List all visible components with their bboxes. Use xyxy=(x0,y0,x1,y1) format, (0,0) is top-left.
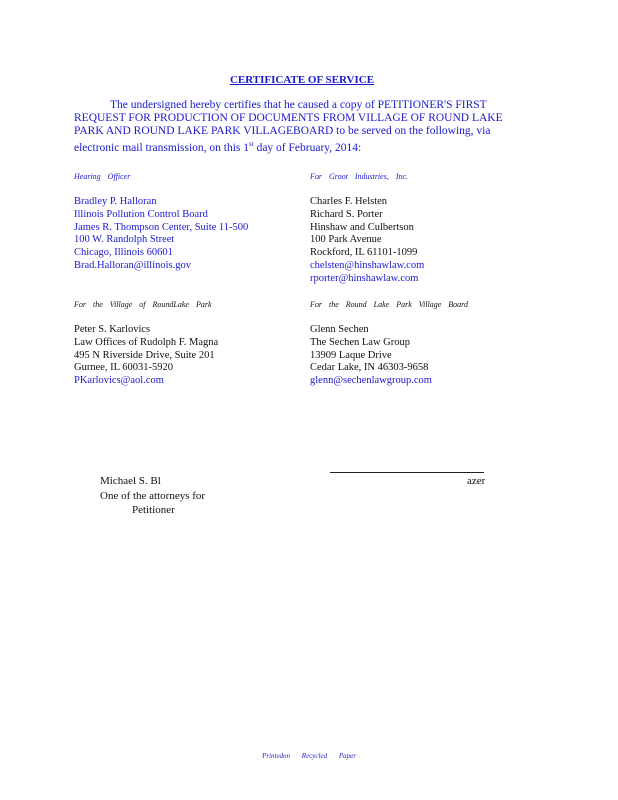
signer-role xyxy=(100,489,205,517)
recipient-block-village xyxy=(74,324,218,388)
recipient-line: Illinois Pollution Control Board xyxy=(74,208,208,220)
signer-name: Michael S. Bl xyxy=(100,475,161,487)
recipient-line: Charles F. Helsten xyxy=(310,196,388,207)
recipient-block-village-board xyxy=(310,324,432,388)
recipient-line: Rockford, IL 61101-1099 xyxy=(310,247,418,259)
recycled-paper-footer: Printedon Recycled Paper xyxy=(262,752,356,760)
recipient-heading-village: For the Village of RoundLake Park xyxy=(74,300,212,309)
recipient-line: Glenn Sechen xyxy=(310,324,369,335)
recipient-line: Chicago, Illinois 60601 xyxy=(74,247,173,259)
recipient-line: James R. Thompson Center, Suite 11-500 xyxy=(74,221,249,233)
recipient-line: 100 W. Randolph Street xyxy=(74,234,175,246)
recipient-line: The Sechen Law Group xyxy=(310,336,411,348)
recipient-email[interactable]: PKarlovics@aol.com xyxy=(74,375,164,387)
recipient-email[interactable]: glenn@sechenlawgroup.com xyxy=(310,375,432,387)
recipient-line: Gurnee, IL 60031-5920 xyxy=(74,362,174,374)
recipient-email[interactable]: chelsten@hinshawlaw.com xyxy=(310,259,425,271)
recipient-heading-groot: For Groot Industries, Inc. xyxy=(310,172,409,181)
certification-paragraph: The undersigned hereby certifies that he caused a copy of PETITIONER'S FIRST REQUEST FOR PRODUCTION OF DOCUMENTS FROM VILLAGE OF ROUND LAKE PARK AND ROUND LAKE PARK VILLAGEBOARD to be served on the following, via electronic mail transmission, on this 1st day of February, 2014: xyxy=(74,99,503,154)
recipient-line: Peter S. Karlovics xyxy=(74,324,151,335)
recipient-line: 100 Park Avenue xyxy=(310,234,382,246)
recipient-line: 495 N Riverside Drive, Suite 201 xyxy=(74,349,215,361)
recipient-line: Law Offices of Rudolph F. Magna xyxy=(74,336,219,348)
recipient-heading-village-board: For the Round Lake Park Village Board xyxy=(310,300,468,309)
signer-name-tail: azer xyxy=(467,475,486,487)
recipient-block-hearing-officer xyxy=(74,196,248,273)
recipient-line: Cedar Lake, IN 46303-9658 xyxy=(310,362,429,374)
recipient-email[interactable]: Brad.Halloran@illinois.gov xyxy=(74,259,191,271)
recipient-line: 13909 Laque Drive xyxy=(310,349,392,361)
recipient-line: Bradley P. Halloran xyxy=(74,196,157,207)
recipient-block-groot xyxy=(310,196,424,286)
signature-line xyxy=(330,472,484,473)
signer-role-line: One of the attorneys for xyxy=(100,490,206,502)
recipient-heading-hearing-officer: Hearing Officer xyxy=(74,172,131,181)
recipient-email[interactable]: rporter@hinshawlaw.com xyxy=(310,272,419,284)
recipient-line: Richard S. Porter xyxy=(310,208,383,220)
document-title: CERTIFICATE OF SERVICE xyxy=(229,74,375,86)
signer-role-line: Petitioner xyxy=(132,504,175,516)
recipient-line: Hinshaw and Culbertson xyxy=(310,221,414,233)
